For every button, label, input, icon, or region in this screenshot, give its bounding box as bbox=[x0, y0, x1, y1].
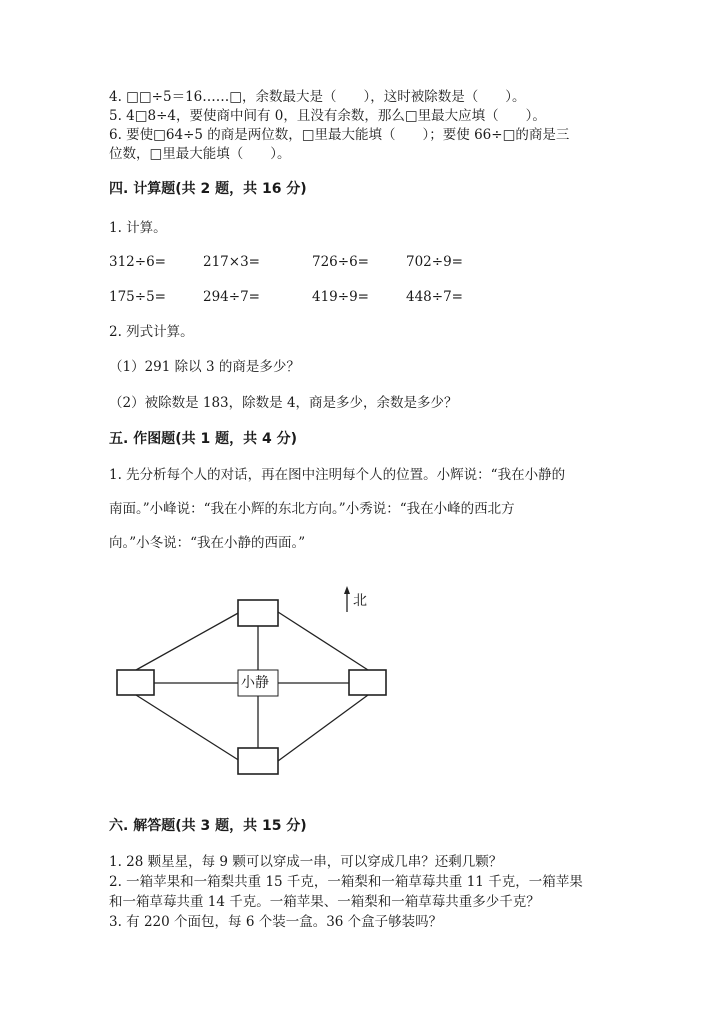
section-4-heading: 四. 计算题(共 2 题，共 16 分) bbox=[109, 181, 307, 197]
center-label: 小静 bbox=[241, 675, 269, 691]
word-problem-3: 3. 有 220 个面包，每 6 个装一盒。36 个盒子够装吗？ bbox=[109, 914, 443, 930]
diagram-edge bbox=[136, 695, 240, 761]
calc-item: 448÷7= bbox=[406, 289, 463, 305]
calc-item: 294÷7= bbox=[203, 289, 260, 305]
calc-question-2a: （1）291 除以 3 的商是多少？ bbox=[109, 359, 300, 375]
word-problem-2-line-1: 2. 一箱苹果和一箱梨共重 15 千克，一箱梨和一箱草莓共重 11 千克，一箱苹果 bbox=[109, 874, 583, 890]
calc-item: 175÷5= bbox=[109, 289, 166, 305]
question-6-line-1: 6. 要使□64÷5 的商是两位数，□里最大能填（ ）；要使 66÷□的商是三 bbox=[109, 127, 570, 143]
west-box bbox=[117, 670, 154, 695]
calc-item: 702÷9= bbox=[406, 254, 463, 270]
calc-question-2b: （2）被除数是 183，除数是 4，商是多少，余数是多少？ bbox=[109, 395, 458, 411]
calc-item: 217×3= bbox=[203, 254, 260, 270]
north-label: 北 bbox=[353, 593, 367, 609]
diagram-edge bbox=[278, 612, 368, 670]
drawing-question-line-3: 向。”小冬说：“我在小静的西面。” bbox=[109, 535, 306, 551]
question-5: 5. 4□8÷4，要使商中间有 0，且没有余数，那么□里最大应填（ ）。 bbox=[109, 108, 546, 124]
drawing-question-line-1: 1. 先分析每个人的对话，再在图中注明每个人的位置。小辉说：“我在小静的 bbox=[109, 467, 566, 483]
calc-item: 419÷9= bbox=[312, 289, 369, 305]
word-problem-2-line-2: 和一箱草莓共重 14 千克。一箱苹果、一箱梨和一箱草莓共重多少千克？ bbox=[109, 894, 540, 910]
section-5-heading: 五. 作图题(共 1 题，共 4 分) bbox=[109, 431, 297, 447]
diagram-edge bbox=[136, 612, 240, 670]
north-arrow-icon bbox=[344, 586, 350, 594]
calc-question-1-title: 1. 计算。 bbox=[109, 220, 167, 236]
question-6-line-2: 位数，□里最大能填（ ）。 bbox=[109, 146, 291, 162]
section-6-heading: 六. 解答题(共 3 题，共 15 分) bbox=[109, 818, 307, 834]
calc-question-2-title: 2. 列式计算。 bbox=[109, 324, 194, 340]
calc-item: 726÷6= bbox=[312, 254, 369, 270]
north-box bbox=[238, 600, 278, 626]
word-problem-1: 1. 28 颗星星，每 9 颗可以穿成一串，可以穿成几串？还剩几颗？ bbox=[109, 854, 503, 870]
east-box bbox=[349, 670, 386, 695]
calc-item: 312÷6= bbox=[109, 254, 166, 270]
question-4: 4. □□÷5＝16……□，余数最大是（ ），这时被除数是（ ）。 bbox=[109, 89, 526, 105]
diagram-edge bbox=[278, 695, 368, 761]
south-box bbox=[238, 748, 278, 774]
drawing-question-line-2: 南面。”小峰说：“我在小辉的东北方向。”小秀说：“我在小峰的西北方 bbox=[109, 501, 515, 517]
